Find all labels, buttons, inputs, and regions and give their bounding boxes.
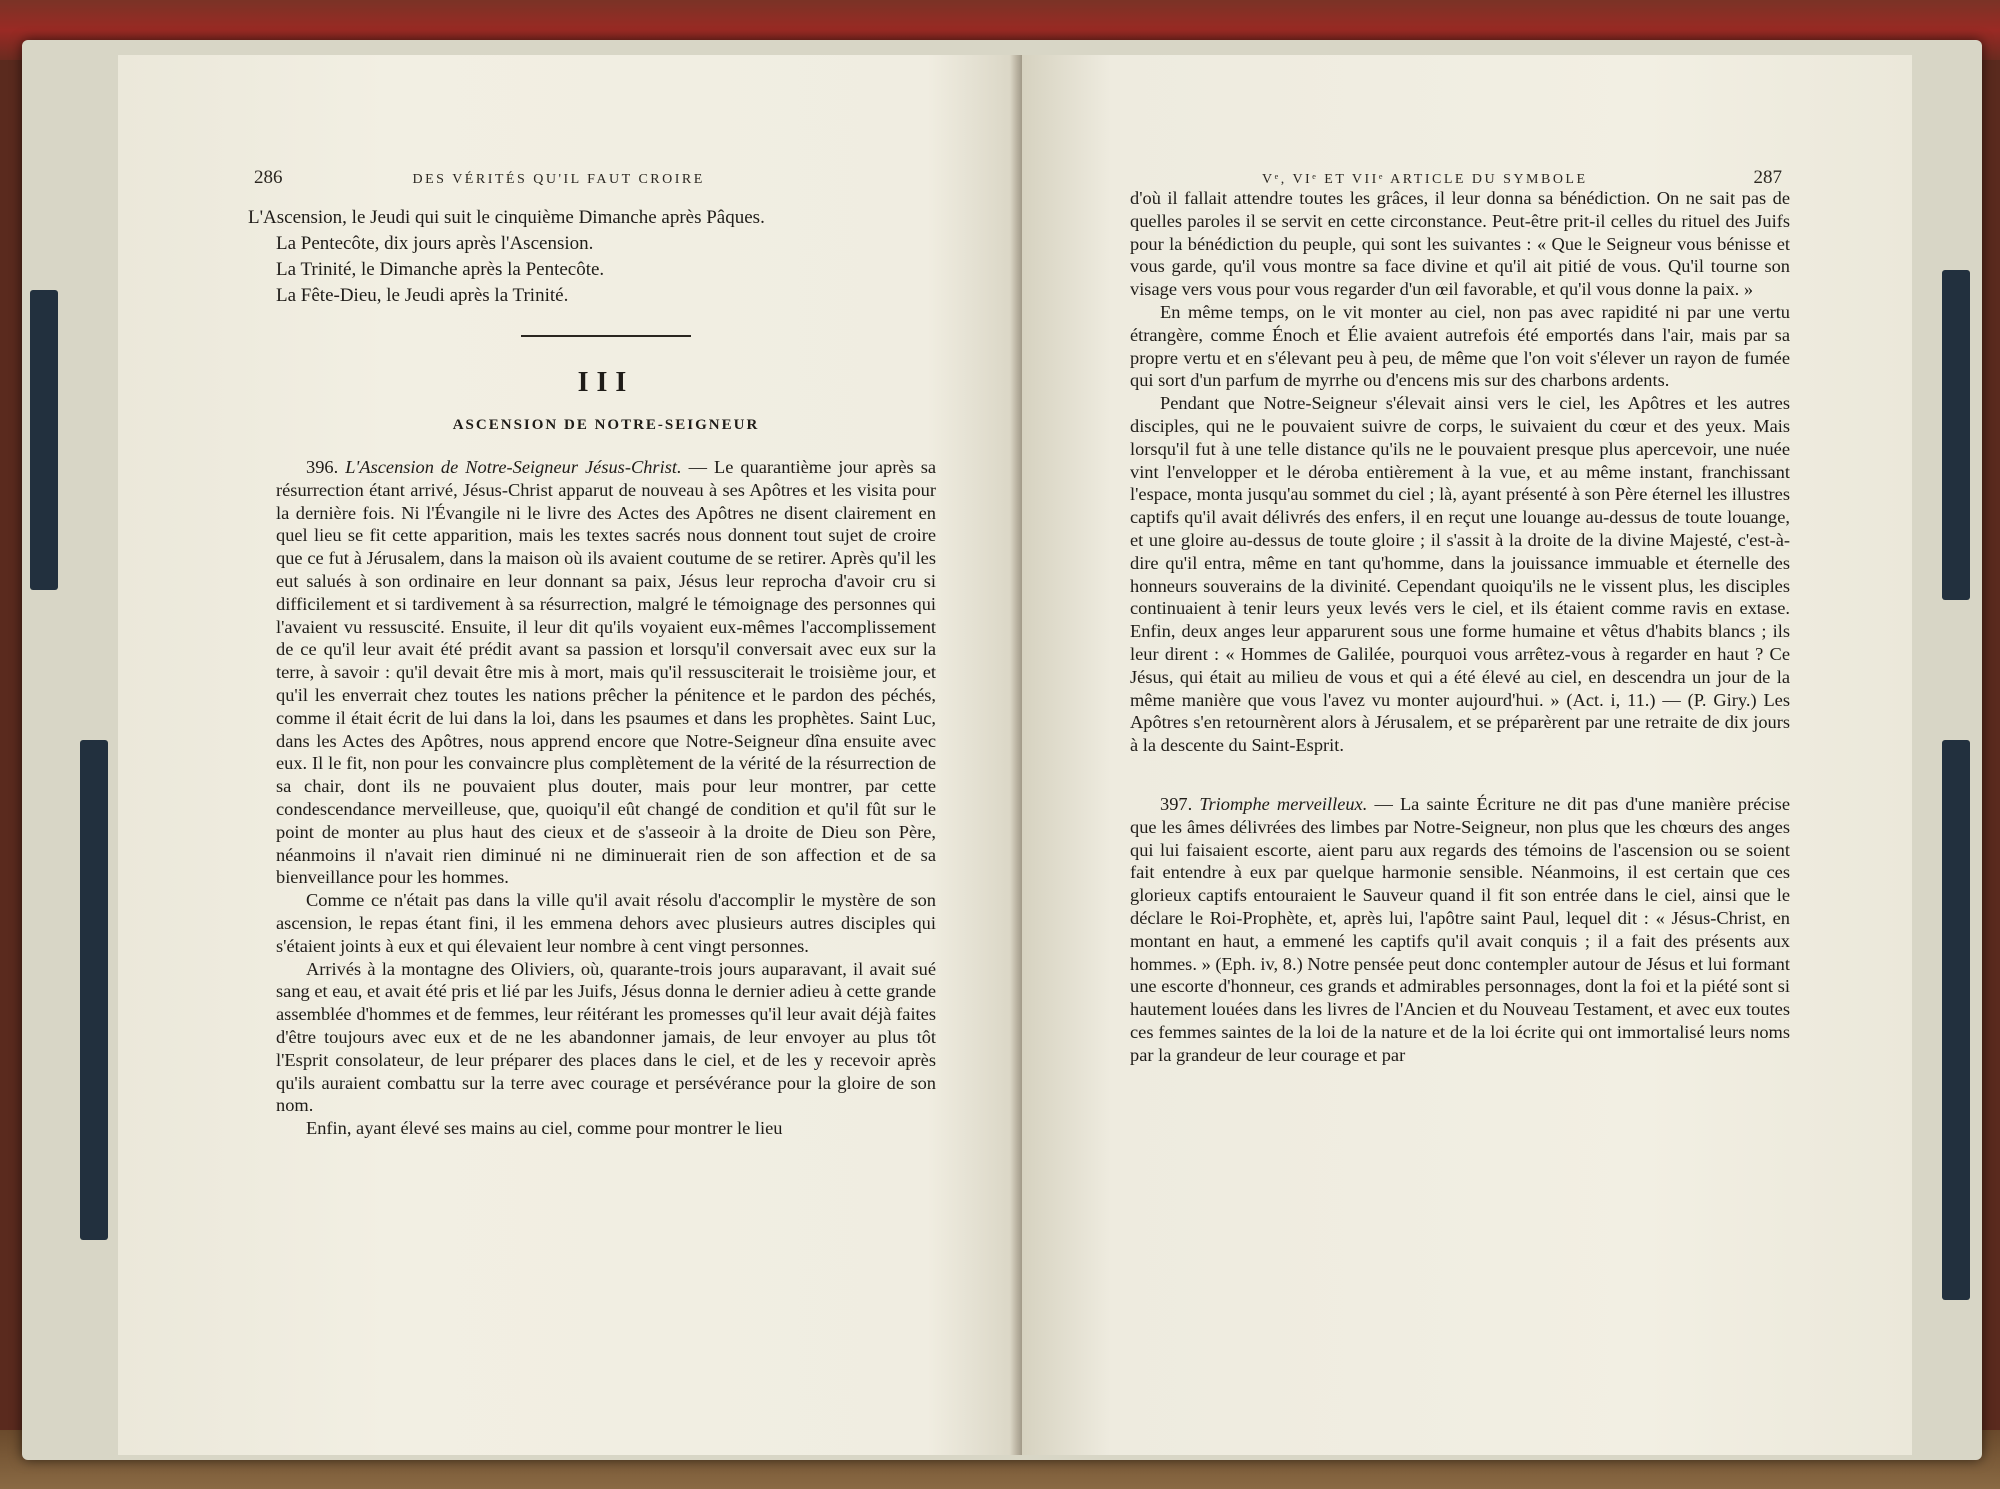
paragraph-spacer <box>1130 757 1790 793</box>
section-title: ASCENSION DE NOTRE-SEIGNEUR <box>452 417 760 433</box>
feast-corpus-christi: La Fête-Dieu, le Jeudi après la Trinité. <box>276 285 569 306</box>
paragraph-397-number: 397. <box>1160 793 1193 814</box>
feast-pentecost: La Pentecôte, dix jours après l'Ascension. <box>276 233 594 254</box>
feast-ascension: L'Ascension, le Jeudi qui suit le cinquième Dimanche après Pâques. <box>248 207 765 228</box>
paragraph-397-text: — La sainte Écriture ne dit pas d'une manière précise que les âmes délivrées des limbes par Notre-Seigneur, non plus que les chœurs des anges qui lui faisaient escorte, aient paru aux regards des témoins de l'ascension ou se soient fait entendre à eux par quelque harmonie sensible. Néanmoins, il est certain que ces glorieux captifs entouraient le Sauveur quand il fit son entrée dans le ciel, ainsi que le déclare le Roi-Prophète, et, après lui, l'apôtre saint Paul, lequel dit : « Jésus-Christ, en montant en haut, a emmené les captifs qu'il avait conquis ; il a fait des présents aux hommes. » (Eph. iv, 8.) Notre pensée peut donc contempler autour de Jésus et lui formant une escorte d'honneur, ces grands et admirables personnages, dont la foi et la piété sont si hautement louées dans les livres de l'Ancien et du Nouveau Testament, et avec eux toutes ces femmes saintes de la loi de la nature et de la loi écrite qui ont immortalisé leurs noms par la grandeur de leur courage et par <box>1130 793 1790 1065</box>
section-rule <box>521 335 691 337</box>
right-paragraph-1: d'où il fallait attendre toutes les grâces, il leur donna sa bénédiction. On ne sait pas de quelles paroles il se servit en cette circonstance. Peut-être prit-il celles du rituel des Juifs pour la bénédiction du peuple, qui sont les suivantes : « Que le Seigneur vous bénisse et vous garde, qu'il vous montre sa face divine et qu'il ait pitié de vous. Qu'il tourne son visage vers vous pour vous regarder d'un œil favorable, et qu'il vous donne la paix. » <box>1130 188 1790 300</box>
right-paragraph-2: En même temps, on le vit monter au ciel, non pas avec rapidité ni par une vertu étrangère, comme Énoch et Élie avaient autrefois été emportés dans l'air, mais par sa propre vertu et en s'élevant peu à peu, de même que l'on voit s'élever un rayon de fumée qui sort d'un parfum de myrrhe ou d'encens mis sur des charbons ardents. <box>1130 301 1790 391</box>
left-text-block <box>248 205 937 1140</box>
cover-band-right-lower <box>1942 740 1970 1300</box>
right-running-head <box>1262 167 1782 189</box>
paragraph-396-heading: L'Ascension de Notre-Seigneur Jésus-Christ. <box>345 457 682 477</box>
left-page <box>118 55 1018 1455</box>
left-paragraph-3: Arrivés à la montagne des Oliviers, où, quarante-trois jours auparavant, il avait sué sang et eau, et avait été pris et lié par les Juifs, Jésus donna le dernier adieu à cette grande assemblée d'hommes et de femmes, leur réitérant les promesses qu'il leur avait déjà faites d'être toujours avec eux et de ne les abandonner jamais, de leur envoyer au plus tôt l'Esprit consolateur, de leur préparer des places dans le ciel, et de les y recevoir après qu'ils auraient combattu sur la terre avec courage et persévérance pour la gloire de son nom. <box>276 958 936 1116</box>
right-page <box>1022 55 1912 1455</box>
section-numeral: III <box>577 367 635 398</box>
right-paragraph-3: Pendant que Notre-Seigneur s'élevait ainsi vers le ciel, les Apôtres et les autres disciples, qui ne le pouvaient suivre de corps, le suivaient du cœur et des yeux. Mais lorsqu'il fut à une telle distance qu'ils ne le pouvaient presque plus apercevoir, une nuée vint l'envelopper et le déroba entièrement à la vue, et au même instant, franchissant l'espace, monta jusqu'au sommet du ciel ; là, ayant présenté à son Père éternel les illustres captifs qu'il avait délivrés des enfers, il en reçut une louange au-dessus de toute louange, et une gloire au-dessus de toute gloire ; il s'assit à la droite de la divine Majesté, c'est-à-dire qu'il entra, même en tant qu'homme, dans la jouissance immuable et éternelle des honneurs souverains de la divinité. Cependant quoiqu'ils ne le vissent plus, les disciples continuaient à tenir leurs yeux levés vers le ciel, et ils étaient comme ravis en extase. Enfin, deux anges leur apparurent sous une forme humaine et vêtus d'habits blancs ; ils leur dirent : « Hommes de Galilée, pourquoi vous arrêtez-vous à regarder en haut ? Ce Jésus, qui était au milieu de vous et qui a été élevé au ciel, en descendra un jour de la même manière que vous l'avez vu monter aujourd'hui. » (Act. i, 11.) — (P. Giry.) Les Apôtres s'en retournèrent alors à Jérusalem, et se préparèrent par une retraite de dix jours à la descente du Saint-Esprit. <box>1130 393 1790 756</box>
left-paragraph-2: Comme ce n'était pas dans la ville qu'il avait résolu d'accomplir le mystère de son ascension, le repas étant fini, il les emmena dehors avec plusieurs autres disciples qui s'étaient joints à eux et qui élevaient leur nombre à cent vingt personnes. <box>276 890 936 956</box>
cover-band-left-upper <box>30 290 58 590</box>
feast-trinity: La Trinité, le Dimanche après la Pentecôte. <box>276 259 605 280</box>
left-page-number: 286 <box>254 167 283 188</box>
cover-band-right-upper <box>1942 270 1970 600</box>
paragraph-396-text: — Le quarantième jour après sa résurrection étant arrivé, Jésus-Christ apparut de nouveau à ses Apôtres et les visita pour la dernière fois. Ni l'Évangile ni le livre des Actes des Apôtres ne disent clairement en quel lieu se fit cette apparition, mais les textes sacrés nous donnent tout sujet de croire que ce fut à Jérusalem, dans la maison où ils avaient coutume de se retirer. Après qu'il les eut salués à son ordinaire en leur donnant sa paix, Jésus leur reprocha d'avoir cru si difficilement et si tardivement à sa résurrection, malgré le témoignage des personnes qui l'avaient vu ressuscité. Ensuite, il leur dit qu'ils voyaient eux-mêmes l'accomplissement de ce qu'il leur avait été prédit avant sa passion et lorsqu'il conversait avec eux sur la terre, à savoir : qu'il devait être mis à mort, mais qu'il ressusciterait le troisième jour, et qu'il les enverrait chez toutes les nations prêcher la pénitence et le pardon des péchés, comme il était écrit de lui dans la loi, dans les psaumes et dans les prophètes. Saint Luc, dans les Actes des Apôtres, nous apprend encore que Notre-Seigneur dîna ensuite avec eux. Il le fit, non pour les convaincre plus complètement de la vérité de la résurrection de sa chair, dont ils ne pouvaient plus douter, mais pour leur montrer, par cette condescendance merveilleuse, que, quoiqu'il eût changé de condition et qu'il fût sur le point de monter au plus haut des cieux et de s'asseoir à la droite de Dieu son Père, néanmoins il n'avait rien diminué ni ne diminuerait rien de son affection et de sa bienveillance pour les hommes. <box>276 457 937 888</box>
right-text-block <box>1130 187 1790 1066</box>
paragraph-397 <box>1130 793 1790 1067</box>
cover-band-left-lower <box>80 740 108 1240</box>
paragraph-396-number: 396. <box>306 457 339 477</box>
paragraph-397-heading: Triomphe merveilleux. <box>1199 793 1368 814</box>
right-page-number: 287 <box>1753 167 1782 188</box>
left-running-head <box>254 167 844 189</box>
right-running-title: Vᵉ, VIᵉ ET VIIᵉ ARTICLE DU SYMBOLE <box>1262 172 1588 187</box>
left-running-title: DES VÉRITÉS QU'IL FAUT CROIRE <box>412 172 705 187</box>
left-paragraph-4: Enfin, ayant élevé ses mains au ciel, comme pour montrer le lieu <box>306 1118 783 1139</box>
paragraph-396 <box>276 456 936 889</box>
feast-list <box>248 205 936 309</box>
